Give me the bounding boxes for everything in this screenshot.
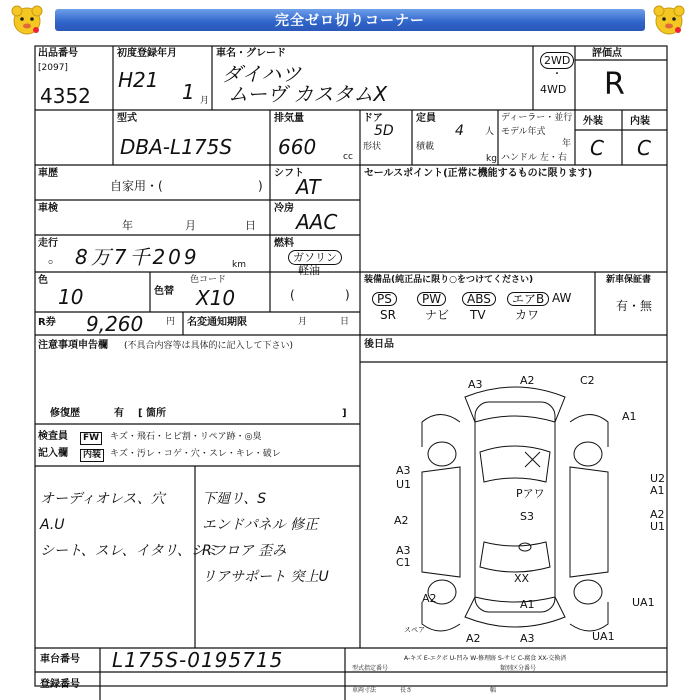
inspection-day: 日	[245, 219, 256, 232]
usage-label: 車歴	[38, 168, 58, 179]
model-year-label: モデル年式	[501, 127, 546, 137]
footer-length: 長さ	[400, 687, 413, 694]
diagram-mark: XX	[514, 572, 530, 585]
footer-dimensions: 車両寸法	[352, 687, 377, 694]
equipment-item: SR	[380, 308, 396, 322]
aircon-label: 冷房	[274, 203, 294, 214]
drive-separator: ・	[552, 69, 562, 80]
first-registration-month: 1	[182, 80, 195, 104]
repair-parts-label: 箇所	[146, 408, 166, 419]
inspector-row2: キズ・汚レ・コゲ・穴・スレ・キレ・破レ	[110, 449, 281, 459]
registration-number-label: 登録番号	[40, 679, 80, 690]
drive-4wd: 4WD	[540, 83, 567, 96]
banner-title: 完全ゼロ切りコーナー	[55, 9, 645, 31]
diagram-mark: UA1	[632, 596, 655, 609]
recycle-label: R券	[38, 317, 56, 328]
mileage-unit: km	[232, 260, 246, 270]
lot-number-label: 出品番号	[38, 48, 78, 59]
remark-line: シート、スレ、イタリ、シミ	[40, 543, 219, 559]
fuel-gasoline: ガソリン	[288, 250, 342, 265]
remark-line: オーディオレス、穴	[40, 491, 165, 507]
inspection-label: 車検	[38, 203, 58, 214]
diagram-mark: C1	[396, 556, 411, 569]
grade-label: 評価点	[592, 48, 622, 59]
lot-number: 4352	[40, 84, 91, 108]
color-code-value: X10	[196, 286, 236, 310]
shift-label: シフト	[274, 168, 304, 179]
color-change-label: 色替	[154, 286, 174, 297]
equipment-item: エアB	[507, 292, 549, 306]
remark-line: リアサポート 突上U	[202, 569, 329, 585]
diagram-mark: S3	[520, 510, 534, 523]
doors-value: 5D	[374, 123, 394, 139]
interior-label: 内装	[630, 116, 650, 127]
equipment-item: カワ	[515, 308, 540, 322]
diagram-mark: A2	[422, 592, 437, 605]
shift-value: AT	[296, 175, 321, 199]
diagram-mark: A3	[468, 378, 483, 391]
remark-line: エンドパネル 修正	[202, 517, 319, 533]
aircon-value: AAC	[296, 210, 338, 234]
inspector-sub-label: 記入欄	[38, 448, 68, 459]
dealer-label: ディーラー・並行	[501, 113, 573, 123]
mileage-label: 走行	[38, 238, 58, 249]
damage-legend: A-キズ E-エクボ U-凹み W-修理跡 S-サビ C-腐食 XX-交換済	[404, 655, 567, 662]
diagram-mark: A3	[520, 632, 535, 645]
fuel-paren-close: )	[345, 288, 350, 302]
fuel-paren-open: (	[290, 288, 295, 302]
displacement-value: 660	[278, 135, 317, 159]
chassis-label: 車台番号	[40, 654, 80, 665]
remark-line: A.U	[40, 517, 65, 533]
month-unit: 月	[200, 96, 210, 106]
diagram-mark: A2	[650, 508, 665, 521]
diagram-mark: U1	[396, 478, 412, 491]
mileage-value: 8万7千209	[75, 245, 200, 269]
inspection-year: 年	[122, 219, 133, 232]
car-name-label: 車名・グレード	[216, 48, 286, 59]
deregistration-day: 日	[340, 317, 350, 327]
shape-label: 形状	[363, 142, 382, 152]
first-registration-year: H21	[118, 68, 159, 92]
displacement-label: 排気量	[274, 113, 304, 124]
footer-width: 幅	[490, 687, 497, 694]
inspector-interior-tag: 内装	[80, 449, 104, 462]
lot-sub-number: [2097]	[38, 63, 68, 73]
footer-category: 類別区分番号	[500, 665, 537, 672]
equipment-item: PS	[372, 292, 397, 306]
equipment-label: 装備品(純正品に限り○をつけてください)	[364, 275, 534, 285]
equipment-item: ナビ	[425, 308, 450, 322]
diagram-mark: A1	[520, 598, 535, 611]
interior-value: C	[637, 136, 651, 160]
grade-value: R	[604, 67, 625, 102]
capacity-unit: 人	[485, 127, 495, 137]
car-maker: ダイハツ	[222, 62, 302, 86]
car-model: ムーヴ カスタムX	[228, 82, 388, 106]
capacity-value: 4	[455, 123, 464, 139]
color-value: 10	[58, 285, 84, 309]
diagram-mark: C2	[580, 374, 595, 387]
drive-2wd: 2WD	[540, 52, 574, 69]
model-code-label: 型式	[117, 113, 137, 124]
doors-label: ドア	[363, 113, 383, 124]
model-year-unit: 年	[562, 139, 572, 149]
exterior-value: C	[590, 136, 604, 160]
warranty-value: 有・無	[616, 299, 653, 313]
displacement-unit: cc	[343, 152, 353, 162]
sales-point-label: セールスポイント(正常に機能するものに限ります)	[364, 168, 593, 179]
diagram-mark: Pアワ	[516, 487, 545, 500]
color-label: 色	[38, 275, 48, 286]
first-registration-label: 初度登録年月	[117, 48, 177, 59]
diagram-mark: A1	[622, 410, 637, 423]
inspection-month: 月	[185, 219, 196, 232]
mileage-prefix: 。	[48, 251, 62, 267]
diagram-mark: A3	[396, 464, 411, 477]
equipment-item: PW	[417, 292, 446, 306]
warranty-label: 新車保証書	[606, 275, 652, 285]
capacity-label: 定員	[416, 113, 436, 124]
inspector-fw-tag: FW	[80, 432, 102, 445]
repair-history-label: 修復歴	[50, 408, 80, 419]
load-unit: kg	[486, 154, 497, 164]
car-damage-diagram	[360, 362, 667, 648]
chassis-value: L175S-0195715	[112, 648, 284, 672]
recycle-value: 9,260	[86, 312, 144, 336]
diagram-mark: A1	[650, 484, 665, 497]
color-code-label: 色コード	[190, 275, 227, 285]
attachment-label: 後日品	[364, 339, 394, 350]
diagram-mark: A2	[466, 632, 481, 645]
recycle-unit: 円	[166, 317, 176, 327]
exterior-label: 外装	[583, 116, 603, 127]
notes-sub: (不具合内容等は具体的に記入して下さい)	[124, 341, 294, 351]
footer-type-spec: 型式指定番号	[352, 665, 389, 672]
fuel-label: 燃料	[274, 238, 294, 249]
usage-value: 自家用・(	[110, 179, 163, 193]
repair-bracket-open: [	[138, 408, 143, 419]
inspector-label: 検査員	[38, 431, 68, 442]
repair-bracket-close: ]	[342, 408, 347, 419]
diagram-mark: UA1	[592, 630, 615, 643]
deregistration-month: 月	[298, 317, 308, 327]
load-label: 積載	[416, 142, 435, 152]
diagram-mark: A2	[394, 514, 409, 527]
handle-label: ハンドル 左・右	[501, 153, 567, 163]
remark-line: 下廻リ、S	[202, 491, 267, 507]
deregistration-label: 名変通知期限	[187, 317, 247, 328]
model-code-value: DBA-L175S	[120, 135, 233, 159]
notes-label: 注意事項申告欄	[38, 340, 108, 351]
equipment-item: TV	[470, 308, 486, 322]
diagram-mark: A2	[520, 374, 535, 387]
diagram-mark: スペア	[404, 626, 425, 634]
fuel-diesel: 軽油	[298, 264, 320, 277]
usage-close: )	[258, 179, 263, 193]
inspector-row1: キズ・飛石・ヒビ割・リペア跡・◎臭	[110, 432, 262, 442]
diagram-mark: A3	[396, 544, 411, 557]
equipment-item: ABS	[462, 292, 496, 306]
repair-history-value: 有	[114, 408, 124, 419]
remark-line: Rフロア 歪み	[202, 543, 287, 559]
diagram-mark: U1	[650, 520, 666, 533]
diagram-mark: U2	[650, 472, 666, 485]
equipment-item: AW	[552, 291, 572, 305]
